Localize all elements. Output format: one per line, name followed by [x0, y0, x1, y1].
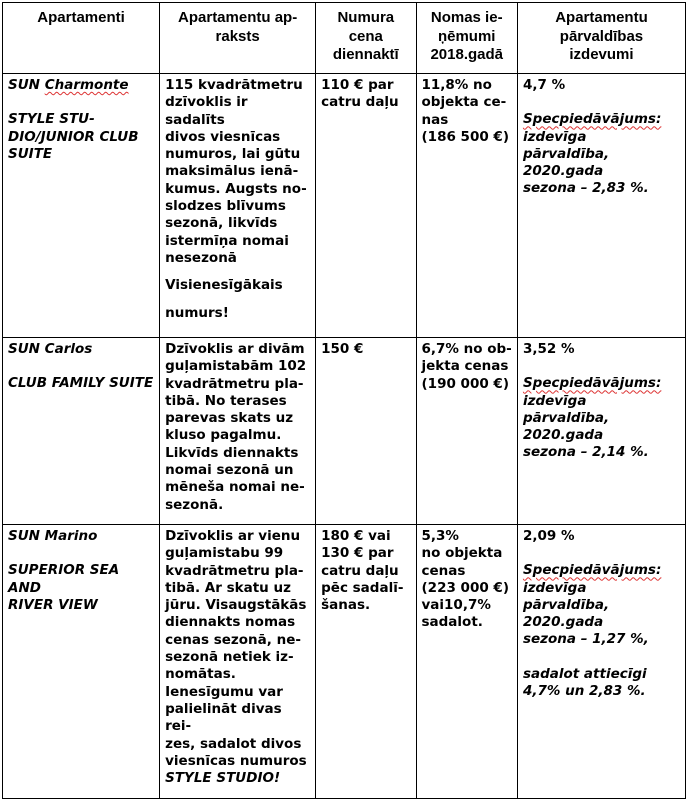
- management-rate: 4,7 %: [522, 77, 566, 93]
- apartment-name: SUN Marino: [8, 528, 98, 544]
- apartment-cell: [3, 525, 160, 799]
- description-cell: [160, 525, 316, 799]
- offer-text: izdevīga pārvaldība, 2020.gada sezona – 1,27 %,: [522, 579, 649, 648]
- offer-label: Specpiedāvājums:: [522, 375, 662, 392]
- table-row: [3, 74, 686, 338]
- offer-text: izdevīga pārvaldība, 2020.gada sezona – 2,83 %.: [522, 128, 649, 197]
- income-cell: 5,3% no objekta cenas (223 000 €) vai10,7% sadalot.: [416, 525, 517, 799]
- price-cell: 150 €: [316, 338, 416, 525]
- description-tail: STYLE STUDIO!: [165, 770, 281, 787]
- price-cell: 180 € vai 130 € par catru daļu pēc sadalī- šanas.: [316, 525, 416, 799]
- offer-label: Specpiedāvājums:: [522, 562, 662, 579]
- apartment-cell: [3, 74, 160, 338]
- header-price: Numura cena diennaktī: [316, 3, 416, 74]
- offer-extra: sadalot attiecīgi 4,7% un 2,83 %.: [522, 665, 647, 700]
- description-text: 115 kvadrātmetru dzīvoklis ir sadalīts divos viesnīcas numuros, lai gūtu maksimālus ienā- kumus. Augsts no- slodzes blīvums sezonā, likvīds istermīņa nomai nesezonā: [165, 77, 307, 266]
- apartment-type: SUPERIOR SEA AND RIVER VIEW: [8, 562, 120, 613]
- apartment-name: SUN Charmonte: [8, 77, 129, 93]
- header-row: [3, 3, 686, 74]
- description-text: Dzīvoklis ar divām guļamistabām 102 kvadrātmetru pla- tibā. No terases parevas skats uz kluso pagalmu. Likvīds diennakts nomai sezonā un mēneša nomai ne- sezonā.: [165, 341, 307, 513]
- header-management: Apartamentu pārvaldības izdevumi: [517, 3, 685, 74]
- management-cell: [517, 74, 685, 338]
- apartment-name: SUN Carlos: [8, 341, 93, 357]
- description-cell: [160, 338, 316, 525]
- management-cell: [517, 525, 685, 799]
- header-description: Apartamentu ap- raksts: [160, 3, 316, 74]
- description-text: Dzīvoklis ar vienu guļamistabu 99 kvadrātmetru pla- tibā. Ar skatu uz jūru. Visaugstākās diennakts nomas cenas sezonā, ne- sezonā netiek iz- nomātas. Ienesīgumu var palielināt divas rei- zes, sadalot divos viesnīcas numuros: [165, 528, 307, 769]
- management-rate: 2,09 %: [522, 528, 575, 544]
- description-highlight-end: numurs!: [165, 304, 229, 321]
- price-cell: 110 € par catru daļu: [316, 74, 416, 338]
- header-income: Nomas ie- ņēmumi 2018.gadā: [416, 3, 517, 74]
- offer-label: Specpiedāvājums:: [522, 111, 662, 128]
- table-row: [3, 338, 686, 525]
- management-cell: [517, 338, 685, 525]
- header-apartments: Apartamenti: [3, 3, 160, 74]
- description-highlight: Visienesīgākais: [165, 277, 283, 294]
- management-rate: 3,52 %: [522, 341, 575, 357]
- apartment-type: STYLE STU- DIO/JUNIOR CLUB SUITE: [8, 111, 139, 162]
- apartment-cell: [3, 338, 160, 525]
- offer-text: izdevīga pārvaldība, 2020.gada sezona – 2,14 %.: [522, 392, 649, 461]
- description-cell: [160, 74, 316, 338]
- income-cell: 6,7% no ob- jekta cenas (190 000 €): [416, 338, 517, 525]
- income-cell: 11,8% no objekta ce- nas (186 500 €): [416, 74, 517, 338]
- apartments-table: [2, 2, 686, 799]
- apartment-type: CLUB FAMILY SUITE: [8, 375, 154, 392]
- table-row: [3, 525, 686, 799]
